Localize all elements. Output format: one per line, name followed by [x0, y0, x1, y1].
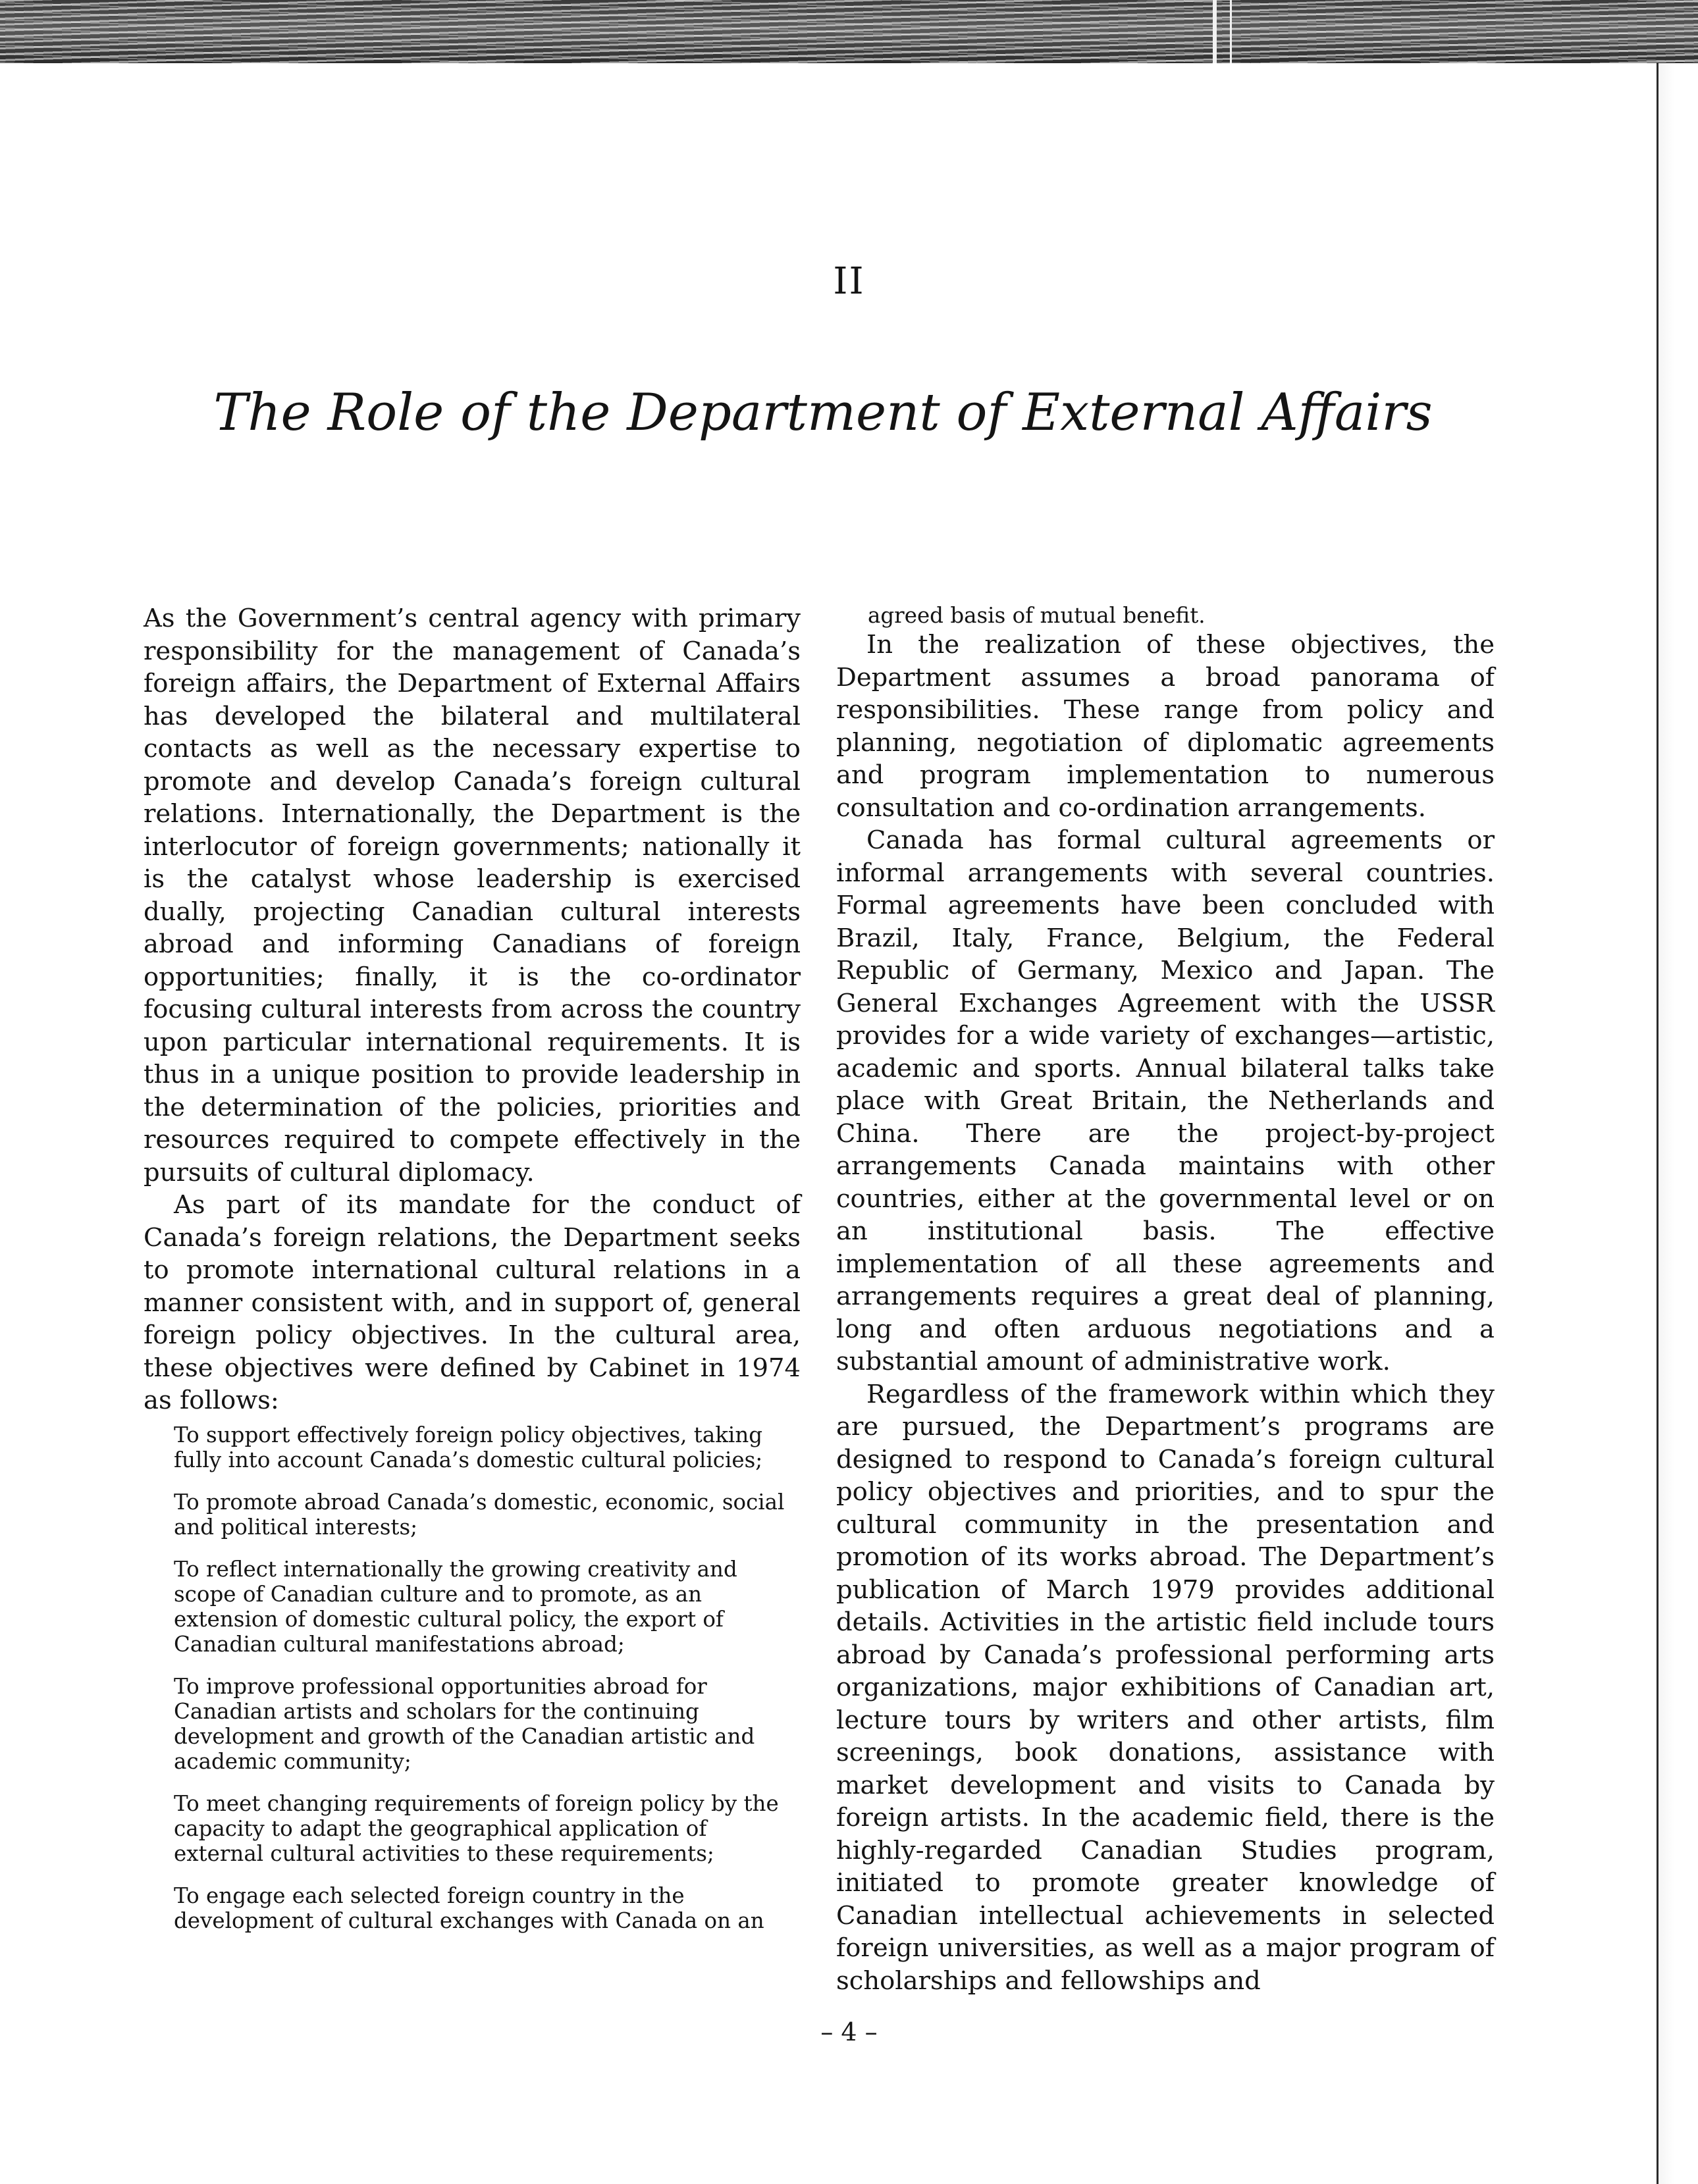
right-column [836, 602, 1495, 1997]
objective-continuation: agreed basis of mutual benefit. [868, 603, 1206, 628]
objectives-list [144, 1422, 801, 1933]
paragraph: As part of its mandate for the conduct of Canada’s foreign relations, the Department seeks to promote international cultural relations in a manner consistent with, and in support of, general foreign policy objectives. In the cultural area, these objectives were defined by Cabinet in 1974 as follows: [144, 1190, 801, 1415]
scan-artifact [1230, 0, 1232, 63]
page-number: – 4 – [820, 2017, 878, 2046]
scan-artifact [1213, 0, 1217, 63]
objective-item: To engage each selected foreign country in the development of cultural exchanges with Canada on an [174, 1883, 764, 1933]
objective-item: To support effectively foreign policy objectives, taking fully into account Canada’s domestic cultural policies; [174, 1422, 763, 1472]
paragraph: Canada has formal cultural agreements or informal arrangements with several countries. Formal agreements have been concluded with Brazil, Italy, France, Belgium, the Federal Republic of Germany, Mexico and Japan. The General Exchanges Agreement with the USSR provides for a wide variety of exchanges—artistic, academic and sports. Annual bilateral talks take place with Great Britain, the Netherlands and China. There are the project-by-project arrangements Canada maintains with other countries, either at the governmental level or on an institutional basis. The effective implementation of all these agreements and arrangements requires a great deal of planning, long and often arduous negotiations and a substantial amount of administrative work. [836, 825, 1495, 1376]
paragraph: In the realization of these objectives, the Department assumes a broad panorama of responsibilities. These range from policy and planning, negotiation of diplomatic agreements and program implementation to numerous consultation and co-ordination arrangements. [836, 630, 1495, 823]
scan-edge-top [0, 0, 1698, 63]
chapter-number: II [833, 260, 865, 303]
scan-edge-right [1657, 63, 1698, 2184]
paragraph: As the Government’s central agency with primary responsibility for the management of Canada’s foreign affairs, the Department of External Affairs has developed the bilateral and multilateral contacts as well as the necessary expertise to promote and develop Canada’s foreign cultural relations. Internationally, the Department is the interlocutor of foreign governments; nationally it is the catalyst whose leadership is exercised dually, projecting Canadian cultural interests abroad and informing Canadians of foreign opportunities; finally, it is the co-ordinator focusing cultural interests from across the country upon particular international requirements. It is thus in a unique position to provide leadership in the determination of the policies, priorities and resources required to compete effectively in the pursuits of cultural diplomacy. [144, 604, 801, 1187]
objective-item: To reflect internationally the growing creativity and scope of Canadian culture and to promote, as an extension of domestic cultural policy, the export of Canadian cultural manifestations abroad; [174, 1556, 737, 1657]
objective-item: To promote abroad Canada’s domestic, economic, social and political interests; [174, 1489, 785, 1540]
objective-item: To meet changing requirements of foreign policy by the capacity to adapt the geographical application of external cultural activities to these requirements; [174, 1790, 779, 1866]
chapter-title: The Role of the Department of External Affairs [213, 383, 1433, 442]
left-column [144, 602, 801, 1950]
objective-item: To improve professional opportunities abroad for Canadian artists and scholars for the continuing development and growth of the Canadian artistic and academic community; [174, 1673, 755, 1774]
paragraph: Regardless of the framework within which they are pursued, the Department’s programs are designed to respond to Canada’s foreign cultural policy objectives and priorities, and to spur the cultural community in the presentation and promotion of its works abroad. The Department’s publication of March 1979 provides additional details. Activities in the artistic field include tours abroad by Canada’s professional performing arts organizations, major exhibitions of Canadian art, lecture tours by writers and other artists, film screenings, book donations, assistance with market development and visits to Canada by foreign artists. In the academic field, there is the highly-regarded Canadian Studies program, initiated to promote greater knowledge of Canadian intellectual achievements in selected foreign universities, as well as a major program of scholarships and fellowships and [836, 1379, 1495, 1996]
